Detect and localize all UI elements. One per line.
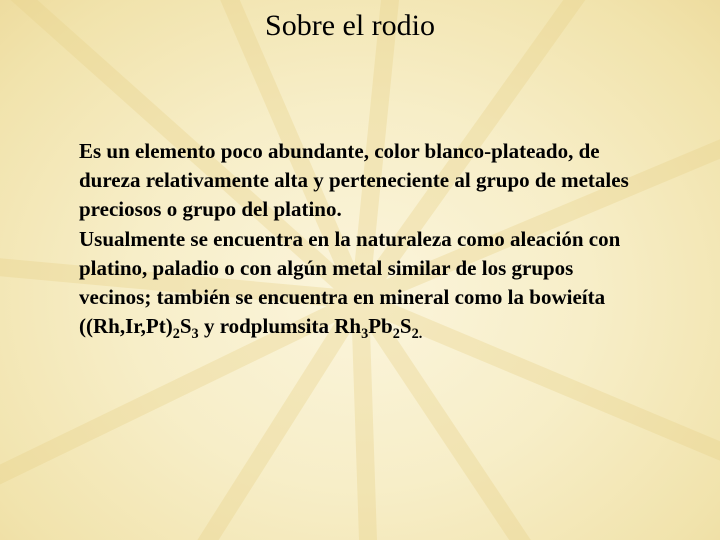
subscript: 3 (191, 325, 199, 342)
slide-title: Sobre el rodio (265, 9, 435, 42)
paragraph-1: Es un elemento poco abundante, color blanco-plateado, de dureza relativamente alta y perteneciente al grupo de metales preciosos o grupo del platino. (79, 139, 629, 222)
subscript: 2 (392, 325, 400, 342)
paragraph-2-text: Usualmente se encuentra en la naturaleza como aleación con platino, paladio o con algún metal similar de los grupos vecinos; también se encuentra en mineral como la bowieíta ((Rh,Ir,Pt) (79, 226, 621, 339)
subscript: 2 (172, 325, 180, 342)
formula-element: S (399, 314, 412, 339)
formula-element: S (179, 314, 192, 339)
subscript: 2. (411, 325, 423, 342)
formula-element: Pb (368, 314, 393, 339)
paragraph-2 (79, 225, 639, 342)
slide-body (79, 137, 639, 341)
subscript: 3 (361, 325, 369, 342)
paragraph-2-mid: y rodplumsita Rh (198, 314, 362, 339)
